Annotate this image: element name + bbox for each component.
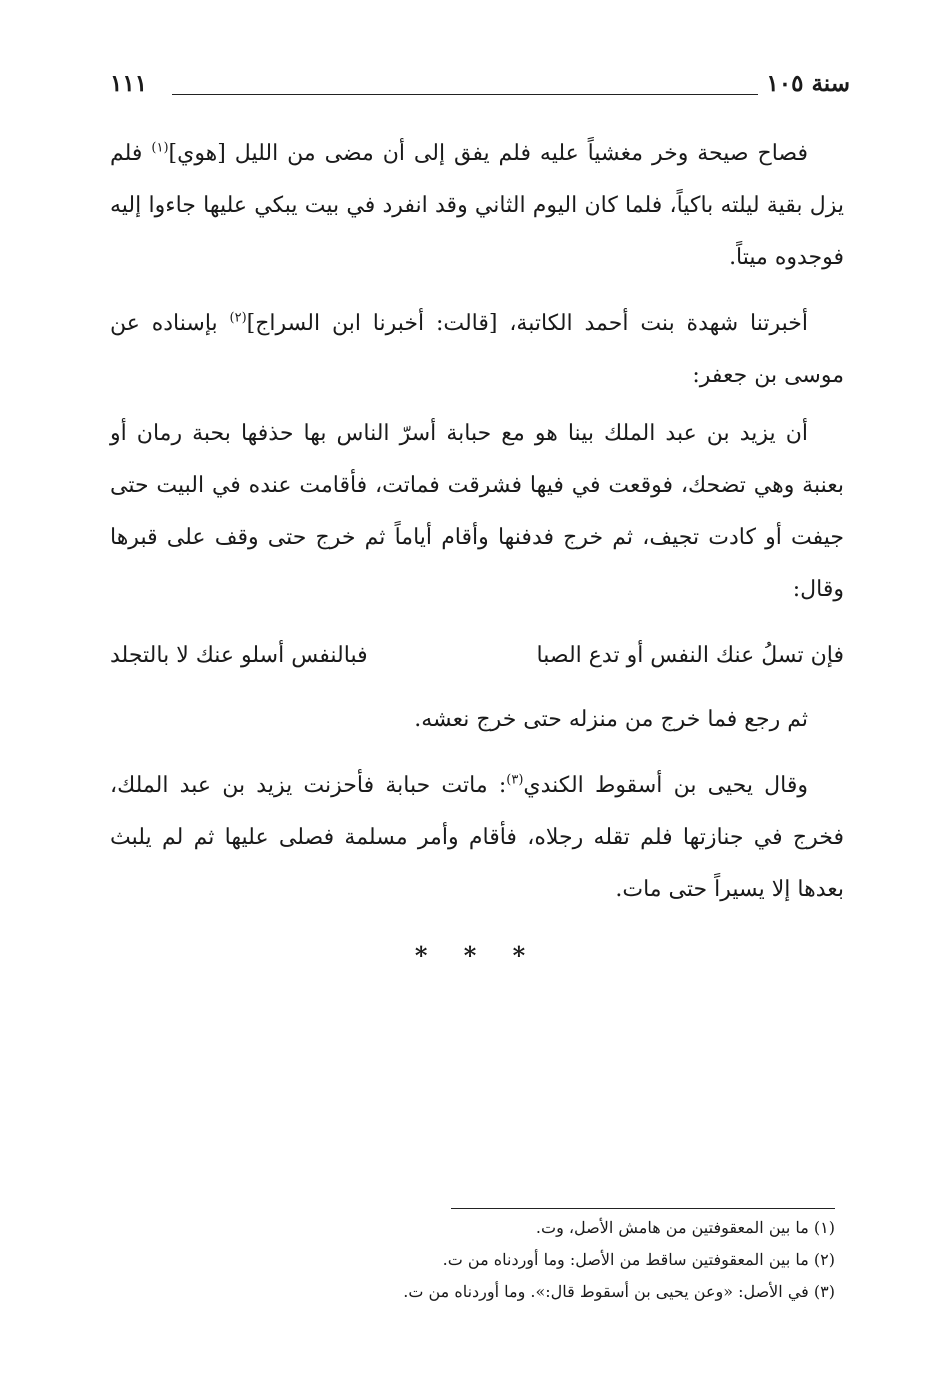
footnote-2: (٢) ما بين المعقوفتين ساقط من الأصل: وما أوردناه من ت. bbox=[442, 1250, 835, 1269]
verse-first-hemistich: فإن تسلُ عنك النفس أو تدع الصبا bbox=[536, 643, 844, 668]
page-number: ١١١ bbox=[110, 70, 148, 97]
footnote-ref-1: (١) bbox=[151, 140, 169, 156]
paragraph-4: ثم رجع فما خرج من منزله حتى خرج نعشه. bbox=[414, 707, 808, 732]
verse-second-hemistich: فبالنفس أسلو عنك لا بالتجلد bbox=[110, 643, 368, 668]
page-header bbox=[110, 70, 850, 110]
paragraph-1-text: فصاح صيحة وخر مغشياً عليه فلم يفق إلى أن مضى من الليل [هوي] bbox=[168, 141, 808, 166]
paragraph-3: أن يزيد بن عبد الملك بينا هو مع حبابة أسرّ الناس بها حذفها بحبة رمان أو بعنبة وهي تضحك، فوقعت في فيها فشرقت فماتت، فأقامت عنده في البيت حتى جيفت أو كادت تجيف، ثم خرج فدفنها وأقام أياماً ثم خرج حتى وقف على قبرها وقال: bbox=[110, 421, 844, 602]
paragraph-5 bbox=[110, 760, 844, 916]
paragraph-2-text-cont: بإسناده عن موسى بن جعفر: bbox=[110, 311, 844, 388]
section-separator: * * * bbox=[414, 941, 540, 970]
footnote-ref-3: (٣) bbox=[506, 772, 524, 788]
paragraph-5-text: وقال يحيى بن أسقوط الكندي bbox=[523, 773, 808, 798]
paragraph-2-text: أخبرتنا شهدة بنت أحمد الكاتبة، [قالت: أخبرنا ابن السراج] bbox=[246, 311, 808, 336]
paragraph-1 bbox=[110, 128, 844, 284]
footnote-ref-2: (٢) bbox=[229, 310, 247, 326]
running-title: سنة ١٠٥ bbox=[766, 70, 850, 97]
paragraph-2 bbox=[110, 298, 844, 402]
footnotes bbox=[235, 1212, 835, 1308]
footnote-rule bbox=[451, 1208, 835, 1209]
main-text bbox=[110, 128, 844, 982]
verse-line bbox=[110, 630, 844, 682]
paragraph-5-text-cont: : ماتت حبابة فأحزنت يزيد بن عبد الملك، فخرج في جنازتها فلم تقله رجلاه، فأقام وأمر مسلمة فصلى عليها ثم لم يلبث بعدها إلا يسيراً حتى مات. bbox=[110, 773, 844, 902]
paragraph-1-text-cont: فلم يزل بقية ليلته باكياً، فلما كان اليوم الثاني وقد انفرد في بيت يبكي عليها جاءوا إليه فوجدوه ميتاً. bbox=[110, 141, 844, 270]
footnote-1: (١) ما بين المعقوفتين من هامش الأصل، وت. bbox=[535, 1218, 835, 1237]
header-rule bbox=[172, 94, 758, 95]
footnote-3: (٣) في الأصل: «وعن يحيى بن أسقوط قال:». وما أوردناه من ت. bbox=[403, 1282, 835, 1301]
